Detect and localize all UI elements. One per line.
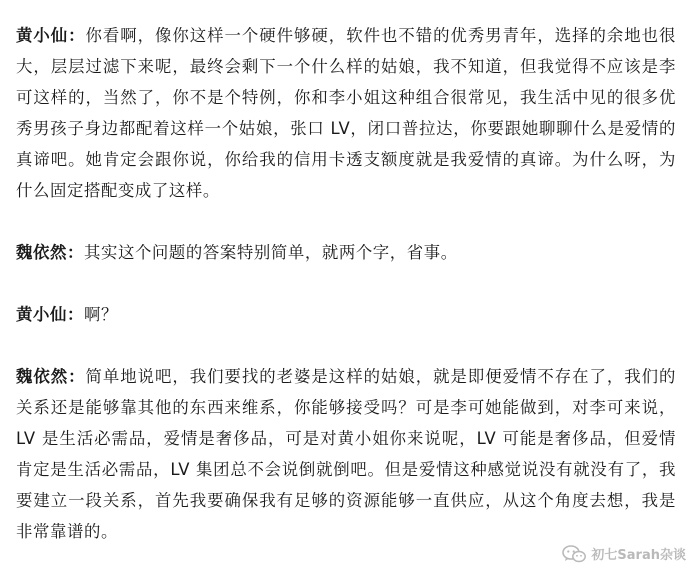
dialogue-text: 简单地说吧，我们要找的老婆是这样的姑娘，就是即便爱情不存在了，我们的关系还是能够靠其他的东西来维系，你能够接受吗？可是李可她能做到，对李可来说，LV 是生活必需品，爱情是奢侈品，可是对黄小姐你来说呢，LV 可能是奢侈品，但爱情肯定是生活必需品，LV 集团总不会说倒就倒吧。但是爱情这种感觉说没有就没有了，我要建立一段关系，首先我要确保我有足够的资源能够一直供应，从这个角度去想，我是非常靠谱的。 — [16, 367, 676, 541]
wechat-icon — [562, 545, 586, 563]
dialogue-text: 啊？ — [83, 305, 118, 324]
dialogue-paragraph — [16, 20, 676, 206]
speaker-name: 黄小仙： — [16, 26, 86, 45]
dialogue-paragraph — [16, 237, 676, 268]
dialogue-document — [16, 20, 676, 547]
dialogue-text: 其实这个问题的答案特别简单，就两个字，省事。 — [83, 243, 458, 262]
watermark — [562, 544, 686, 563]
speaker-name: 黄小仙： — [16, 305, 84, 324]
speaker-name: 魏依然： — [16, 367, 86, 386]
dialogue-paragraph — [16, 299, 676, 330]
speaker-name: 魏依然： — [16, 243, 84, 262]
watermark-text: 初七Sarah杂谈 — [591, 548, 686, 563]
dialogue-paragraph — [16, 361, 676, 547]
dialogue-text: 你看啊，像你这样一个硬件够硬，软件也不错的优秀男青年，选择的余地也很大，层层过滤下来呢，最终会剩下一个什么样的姑娘，我不知道，但我觉得不应该是李可这样的，当然了，你不是个特例，你和李小姐这种组合很常见，我生活中见的很多优秀男孩子身边都配着这样一个姑娘，张口 LV，闭口普拉达，你要跟她聊聊什么是爱情的真谛吧。她肯定会跟你说，你给我的信用卡透支额度就是我爱情的真谛。为什么呀，为什么固定搭配变成了这样。 — [16, 26, 676, 200]
